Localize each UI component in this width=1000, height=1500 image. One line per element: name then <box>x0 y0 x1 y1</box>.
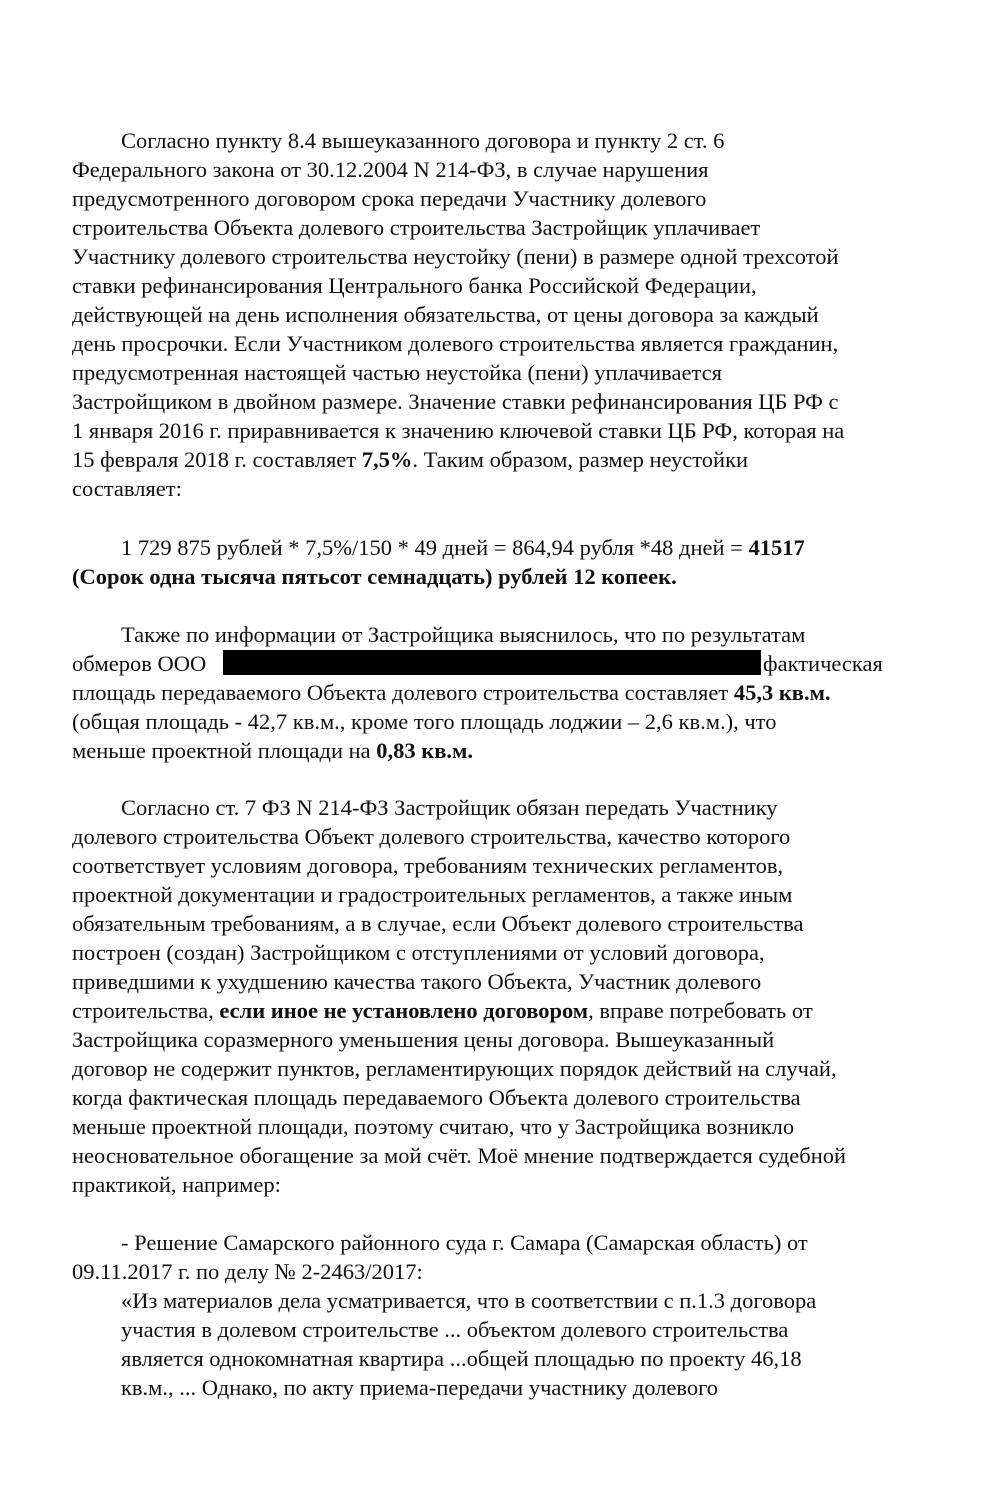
p1-line: строительства Объекта долевого строительства Застройщик уплачивает <box>72 215 761 240</box>
calc-words <box>72 562 677 591</box>
p1-text: . Таким образом, размер неустойки <box>412 447 749 472</box>
p1-line: предусмотренного договором срока передачи Участнику долевого <box>72 186 707 211</box>
redaction-bar <box>223 650 761 675</box>
p3-line: построен (создан) Застройщиком с отступлениями от условий договора, <box>72 940 765 965</box>
p3-line <box>72 996 813 1025</box>
p1-line: день просрочки. Если Участником долевого строительства является гражданин, <box>72 331 839 356</box>
quote-line: «Из материалов дела усматривается, что в соответствии с п.1.3 договора <box>121 1288 817 1313</box>
actual-area: 45,3 кв.м. <box>733 680 831 705</box>
quote-line: является однокомнатная квартира ...общей площадью по проекту 46,18 <box>121 1346 802 1371</box>
p3-text: , вправе потребовать от <box>588 998 813 1023</box>
p3-line: меньше проектной площади, поэтому считаю, что у Застройщика возникло <box>72 1114 795 1139</box>
p1-line: составляет: <box>72 476 182 501</box>
p3-line: неосновательное обогащение за мой счёт. Моё мнение подтверждается судебной <box>72 1143 847 1168</box>
calc-total: 41517 <box>748 535 805 560</box>
p3-line: приведшими к ухудшению качества такого Объекта, Участник долевого <box>72 969 762 994</box>
p3-emphasis: если иное не установлено договором <box>219 998 589 1023</box>
court-ref-line: - Решение Самарского районного суда г. Самара (Самарская область) от <box>121 1230 808 1255</box>
p3-line: проектной документации и градостроительных регламентов, а также иным <box>72 882 793 907</box>
p3-line: когда фактическая площадь передаваемого Объекта долевого строительства <box>72 1085 801 1110</box>
p2-text: меньше проектной площади на <box>72 738 377 763</box>
calc-total-words: (Сорок одна тысяча пятьсот семнадцать) рублей 12 копеек. <box>72 564 677 589</box>
p3-line: обязательным требованиям, а в случае, если Объект долевого строительства <box>72 911 804 936</box>
calc-line <box>121 533 805 562</box>
p1-line: Участнику долевого строительства неустойку (пени) в размере одной трехсотой <box>72 244 839 269</box>
p3-line: практикой, например: <box>72 1172 281 1197</box>
p2-line: (общая площадь - 42,7 кв.м., кроме того площадь лоджии – 2,6 кв.м.), что <box>72 709 777 734</box>
p3-line: соответствует условиям договора, требованиям технических регламентов, <box>72 853 784 878</box>
p1-line: ставки рефинансирования Центрального банка Российской Федерации, <box>72 273 757 298</box>
p3-line: договор не содержит пунктов, регламентирующих порядок действий на случай, <box>72 1056 837 1081</box>
area-difference: 0,83 кв.м. <box>376 738 473 763</box>
p1-line: действующей на день исполнения обязательства, от цены договора за каждый <box>72 302 819 327</box>
p1-line: Застройщиком в двойном размере. Значение ставки рефинансирования ЦБ РФ с <box>72 389 839 414</box>
p1-line: Федерального закона от 30.12.2004 N 214-ФЗ, в случае нарушения <box>72 157 709 182</box>
p3-line: долевого строительства Объект долевого строительства, качество которого <box>72 824 791 849</box>
quote-line: кв.м., ... Однако, по акту приема-передачи участнику долевого <box>121 1375 719 1400</box>
p1-line: 1 января 2016 г. приравнивается к значению ключевой ставки ЦБ РФ, которая на <box>72 418 845 443</box>
p1-text: 15 февраля 2018 г. составляет <box>72 447 362 472</box>
quote-line: участия в долевом строительстве ... объектом долевого строительства <box>121 1317 789 1342</box>
p2-line <box>72 678 831 707</box>
p1-line: предусмотренная настоящей частью неустойка (пени) уплачивается <box>72 360 722 385</box>
p3-line: Согласно ст. 7 ФЗ N 214-ФЗ Застройщик обязан передать Участнику <box>121 795 778 820</box>
p2-line: фактическая <box>763 651 883 676</box>
p2-line: обмеров ООО <box>72 651 207 676</box>
calc-formula: 1 729 875 рублей * 7,5%/150 * 49 дней = 864,94 рубля *48 дней = <box>121 535 749 560</box>
p3-text: строительства, <box>72 998 220 1023</box>
rate-value: 7,5% <box>361 447 413 472</box>
p2-line: Также по информации от Застройщика выяснилось, что по результатам <box>121 622 806 647</box>
p2-line <box>72 736 473 765</box>
p1-line: Согласно пункту 8.4 вышеуказанного договора и пункту 2 ст. 6 <box>121 128 725 153</box>
p1-line <box>72 445 748 474</box>
p2-text: площадь передаваемого Объекта долевого строительства составляет <box>72 680 734 705</box>
court-ref-line: 09.11.2017 г. по делу № 2-2463/2017: <box>72 1259 423 1284</box>
p3-line: Застройщика соразмерного уменьшения цены договора. Вышеуказанный <box>72 1027 775 1052</box>
